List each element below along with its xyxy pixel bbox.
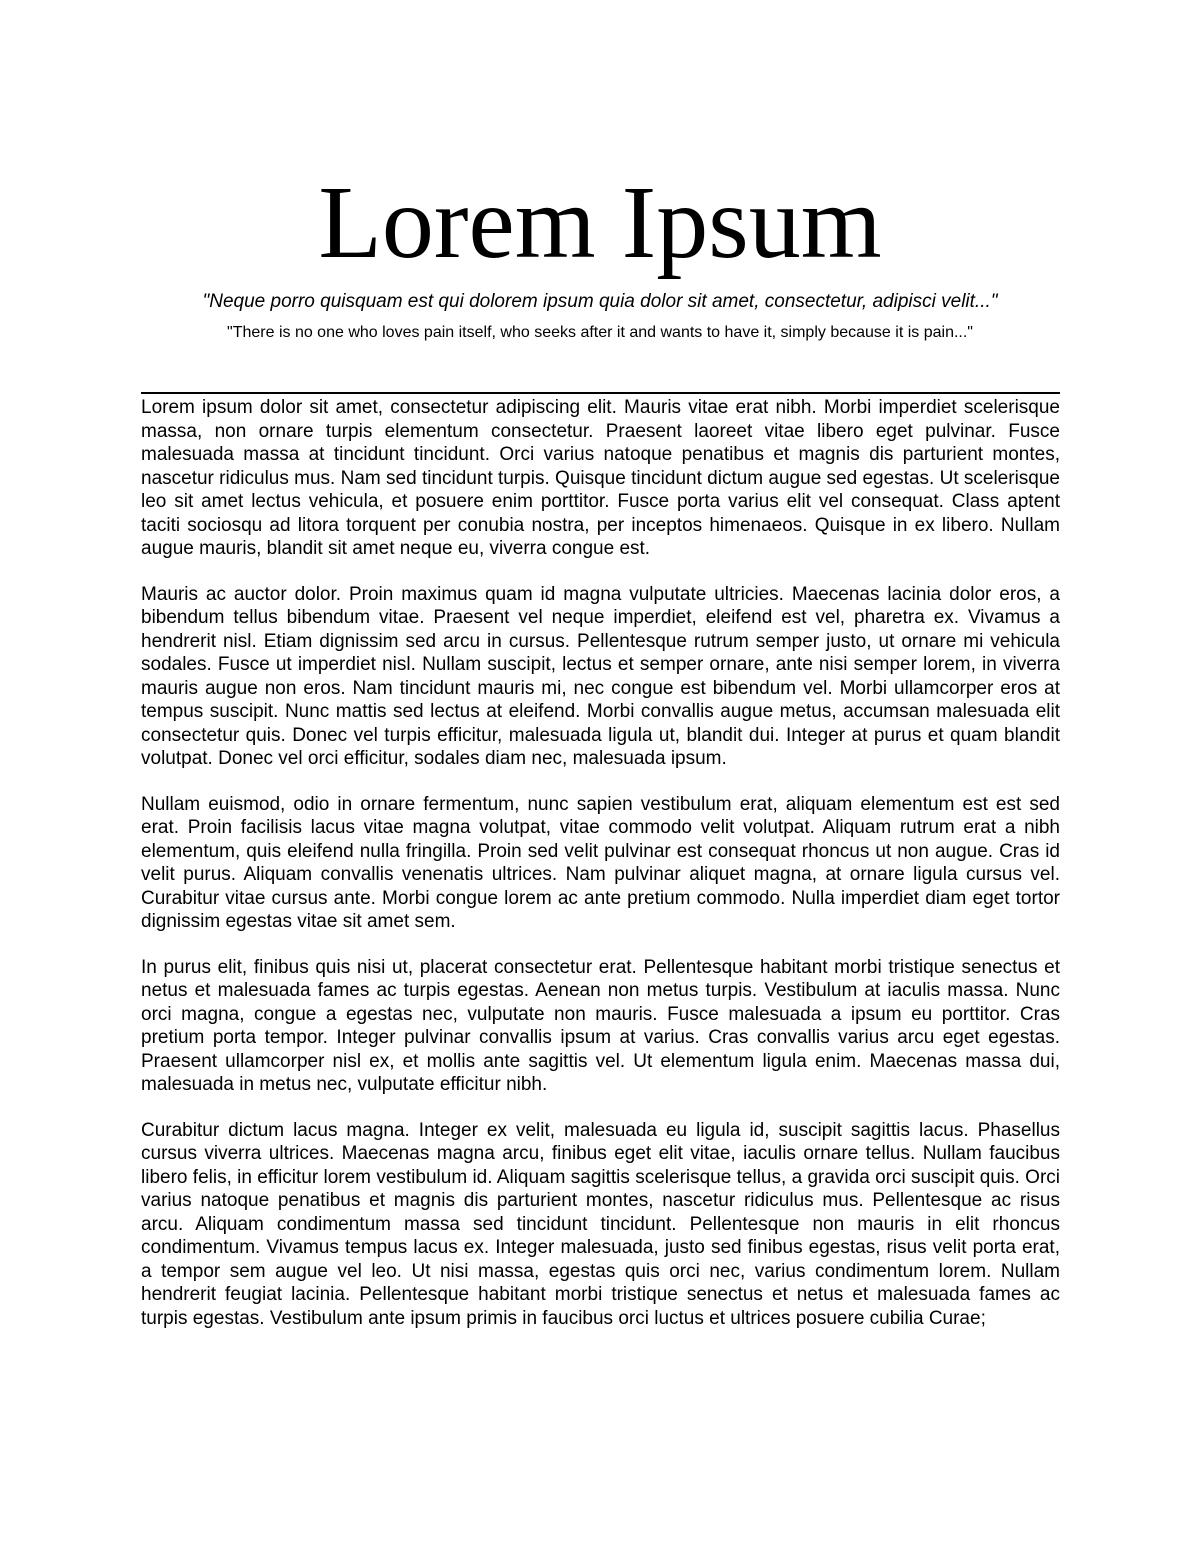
paragraph-5: Curabitur dictum lacus magna. Integer ex velit, malesuada eu ligula id, suscipit sagittis lacus. Phasellus cursus viverra ultrices. Maecenas magna arcu, finibus eget elit vitae, iaculis ornare tellus. Nullam faucibus libero felis, in efficitur lorem vestibulum id. Aliquam sagittis scelerisque tellus, a gravida orci suscipit quis. Orci varius natoque penatibus et magnis dis parturient montes, nascetur ridiculus mus. Pellentesque ac risus arcu. Aliquam condimentum massa sed tincidunt tincidunt. Pellentesque non mauris in elit rhoncus condimentum. Vivamus tempus lacus ex. Integer malesuada, justo sed finibus egestas, risus velit porta erat, a tempor sem augue vel leo. Ut nisi massa, egestas quis orci nec, varius condimentum lorem. Nullam hendrerit feugiat lacinia. Pellentesque habitant morbi tristique senectus et netus et malesuada fames ac turpis egestas. Vestibulum ante ipsum primis in faucibus orci luctus et ultrices posuere cubilia Curae; [141,1119,1060,1329]
paragraph-1: Lorem ipsum dolor sit amet, consectetur adipiscing elit. Mauris vitae erat nibh. Morbi imperdiet scelerisque massa, non ornare turpis elementum consectetur. Praesent laoreet vitae libero eget pulvinar. Fusce malesuada massa at tincidunt tincidunt. Orci varius natoque penatibus et magnis dis parturient montes, nascetur ridiculus mus. Nam sed tincidunt turpis. Quisque tincidunt dictum augue sed egestas. Ut scelerisque leo sit amet lectus vehicula, et posuere enim porttitor. Fusce porta varius elit vel consequat. Class aptent taciti sociosqu ad litora torquent per conubia nostra, per inceptos himenaeos. Quisque in ex libero. Nullam augue mauris, blandit sit amet neque eu, viverra congue est. [141,397,1060,559]
body-text [141,396,1060,1352]
document-title: Lorem Ipsum [318,165,882,280]
english-quote: "There is no one who loves pain itself, who seeks after it and wants to have it, simply because it is pain..." [227,324,973,341]
paragraph-4: In purus elit, finibus quis nisi ut, placerat consectetur erat. Pellentesque habitant morbi tristique senectus et netus et malesuada fames ac turpis egestas. Aenean non metus turpis. Vestibulum at iaculis massa. Nunc orci magna, congue a egestas nec, vulputate non mauris. Fusce malesuada a ipsum eu porttitor. Cras pretium porta tempor. Integer pulvinar convallis ipsum at varius. Cras convallis varius arcu eget egestas. Praesent ullamcorper nisl ex, et mollis ante sagittis vel. Ut elementum ligula enim. Maecenas massa dui, malesuada in metus nec, vulputate efficitur nibh. [141,956,1060,1095]
paragraph-2: Mauris ac auctor dolor. Proin maximus quam id magna vulputate ultricies. Maecenas lacinia dolor eros, a bibendum tellus bibendum vitae. Praesent vel neque imperdiet, eleifend est vel, pharetra ex. Vivamus a hendrerit nisl. Etiam dignissim sed arcu in cursus. Pellentesque rutrum semper justo, ut ornare mi vehicula sodales. Fusce ut imperdiet nisl. Nullam suscipit, lectus et semper ornare, ante nisi semper lorem, in viverra mauris augue non eros. Nam tincidunt mauris mi, nec congue est bibendum vel. Morbi ullamcorper eros at tempus suscipit. Nunc mattis sed lectus at eleifend. Morbi convallis augue metus, accumsan malesuada elit consectetur quis. Donec vel turpis efficitur, malesuada ligula ut, blandit dui. Integer at purus et quam blandit volutpat. Donec vel orci efficitur, sodales diam nec, malesuada ipsum. [141,583,1060,769]
horizontal-rule [141,392,1060,394]
paragraph-3: Nullam euismod, odio in ornare fermentum, nunc sapien vestibulum erat, aliquam elementum est est sed erat. Proin facilisis lacus vitae magna volutpat, vitae commodo velit volutpat. Aliquam rutrum erat a nibh elementum, quis eleifend nulla fringilla. Proin sed velit pulvinar est consequat rhoncus ut non augue. Cras id velit purus. Aliquam convallis venenatis ultrices. Nam pulvinar aliquet magna, at ornare ligula cursus vel. Curabitur vitae cursus ante. Morbi congue lorem ac ante pretium commodo. Nulla imperdiet diam eget tortor dignissim egestas vitae sit amet sem. [141,793,1060,932]
latin-quote: "Neque porro quisquam est qui dolorem ipsum quia dolor sit amet, consectetur, adipisci velit..." [202,291,998,312]
